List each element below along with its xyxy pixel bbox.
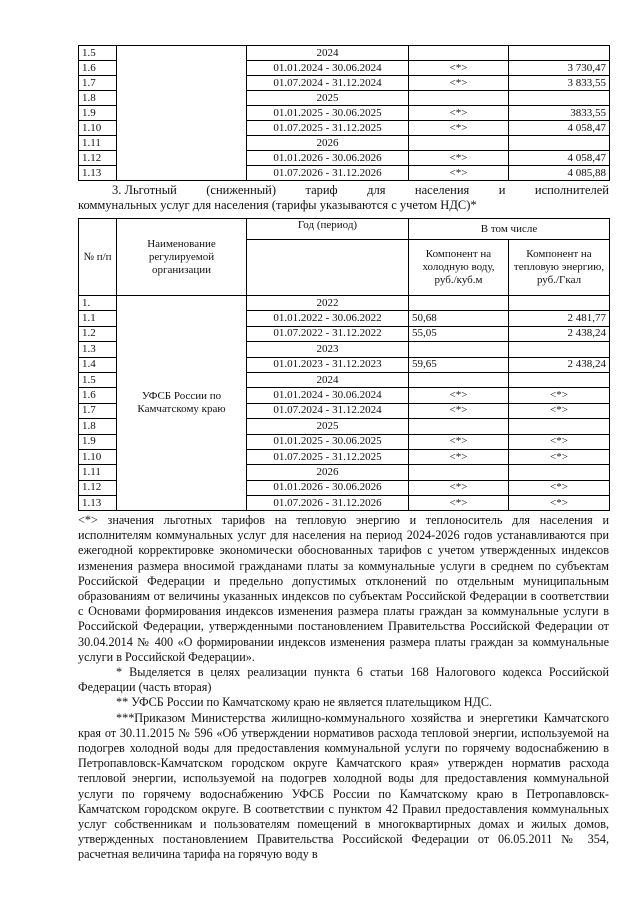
tariff-table-continued bbox=[78, 45, 610, 181]
row-number: 1.3 bbox=[79, 342, 117, 357]
cold-water-value bbox=[409, 465, 509, 480]
row-number: 1.4 bbox=[79, 357, 117, 372]
heading-word: 3. Льготный bbox=[112, 183, 177, 197]
year-cell: 2023 bbox=[247, 342, 409, 357]
mark-cell: <*> bbox=[409, 76, 509, 91]
heat-energy-value: <*> bbox=[509, 403, 610, 418]
heat-energy-value bbox=[509, 296, 610, 311]
cold-water-value: <*> bbox=[409, 403, 509, 418]
period-cell: 01.01.2026 - 30.06.2026 bbox=[247, 151, 409, 166]
heat-energy-value: 2 481,77 bbox=[509, 311, 610, 326]
row-number: 1.12 bbox=[79, 151, 117, 166]
row-number: 1.10 bbox=[79, 449, 117, 464]
cold-water-value: <*> bbox=[409, 449, 509, 464]
tariff-value: 4 058,47 bbox=[509, 151, 610, 166]
heat-energy-value: <*> bbox=[509, 496, 610, 511]
year-cell: 2025 bbox=[247, 91, 409, 106]
period-cell: 01.07.2026 - 31.12.2026 bbox=[247, 496, 409, 511]
cold-water-value bbox=[409, 296, 509, 311]
heading-word: исполнителей bbox=[534, 183, 609, 197]
mark-cell: <*> bbox=[409, 151, 509, 166]
cold-water-value bbox=[409, 419, 509, 434]
row-number: 1.5 bbox=[79, 46, 117, 61]
header-heat-energy: Компонент на тепловую энергию, руб./Гкал bbox=[509, 240, 610, 296]
header-cold-water: Компонент на холодную воду, руб./куб.м bbox=[409, 240, 509, 296]
heat-energy-value: 2 438,24 bbox=[509, 357, 610, 372]
row-number: 1.6 bbox=[79, 61, 117, 76]
header-including: В том числе bbox=[409, 219, 610, 240]
row-number: 1.1 bbox=[79, 311, 117, 326]
heat-energy-value: <*> bbox=[509, 434, 610, 449]
heat-energy-value: <*> bbox=[509, 449, 610, 464]
footnote-star: * Выделяется в целях реализации пункта 6 статьи 168 Налогового кодекса Российской Федерации (часть вторая) bbox=[78, 665, 609, 695]
year-cell: 2024 bbox=[247, 46, 409, 61]
row-number: 1.11 bbox=[79, 465, 117, 480]
heat-energy-value: <*> bbox=[509, 388, 610, 403]
row-number: 1.13 bbox=[79, 166, 117, 181]
heat-energy-value: 2 438,24 bbox=[509, 326, 610, 341]
mark-cell bbox=[409, 46, 509, 61]
header-period: Год (период) bbox=[247, 219, 409, 240]
mark-cell bbox=[409, 136, 509, 151]
row-number: 1.9 bbox=[79, 106, 117, 121]
tariff-value bbox=[509, 91, 610, 106]
period-cell: 01.01.2026 - 30.06.2026 bbox=[247, 480, 409, 495]
preferential-tariff-table bbox=[78, 218, 610, 511]
period-cell: 01.01.2022 - 30.06.2022 bbox=[247, 311, 409, 326]
period-cell: 01.07.2022 - 31.12.2022 bbox=[247, 326, 409, 341]
section-3-heading bbox=[78, 183, 609, 213]
period-cell: 01.07.2024 - 31.12.2024 bbox=[247, 76, 409, 91]
row-number: 1.6 bbox=[79, 388, 117, 403]
period-cell: 01.01.2024 - 30.06.2024 bbox=[247, 388, 409, 403]
period-cell: 01.07.2025 - 31.12.2025 bbox=[247, 121, 409, 136]
row-number: 1.10 bbox=[79, 121, 117, 136]
cold-water-value: <*> bbox=[409, 496, 509, 511]
row-number: 1.9 bbox=[79, 434, 117, 449]
row-number: 1.2 bbox=[79, 326, 117, 341]
cold-water-value: <*> bbox=[409, 480, 509, 495]
tariff-value bbox=[509, 46, 610, 61]
year-cell: 2025 bbox=[247, 419, 409, 434]
header-org: Наименование регулируемой организации bbox=[117, 219, 247, 296]
mark-cell bbox=[409, 91, 509, 106]
year-cell: 2026 bbox=[247, 465, 409, 480]
heat-energy-value bbox=[509, 419, 610, 434]
table-row bbox=[79, 296, 610, 311]
heat-energy-value bbox=[509, 465, 610, 480]
period-cell: 01.07.2025 - 31.12.2025 bbox=[247, 449, 409, 464]
mark-cell: <*> bbox=[409, 106, 509, 121]
tariff-value: 4 085,88 bbox=[509, 166, 610, 181]
period-cell: 01.07.2024 - 31.12.2024 bbox=[247, 403, 409, 418]
footnote-angle-star: <*> значения льготных тарифов на тепловую энергию и теплоноситель для населения и исполнителям коммунальных услуг для населения на период 2024-2026 годов устанавливаются при ежегодной корректировке экономически обоснованных тарифов с учетом утвержденных индексов изменения размера вносимой гражданами платы за коммунальные услуги в среднем по субъектам Российской Федерации и предельно допустимых отклонений по отдельным муниципальным образованиям от величины указанных индексов по субъектам Российской Федерации в соответствии с Основами формирования индексов изменения размера платы граждан за коммунальные услуги в Российской Федерации, утвержденными постановлением Правительства Российской Федерации от 30.04.2014 № 400 «О формировании индексов изменения размера платы граждан за коммунальные услуги в Российской Федерации». bbox=[78, 513, 609, 664]
period-cell: 01.07.2026 - 31.12.2026 bbox=[247, 166, 409, 181]
heading-word: (сниженный) bbox=[206, 183, 277, 197]
row-number: 1.8 bbox=[79, 91, 117, 106]
row-number: 1.13 bbox=[79, 496, 117, 511]
org-cell bbox=[117, 46, 247, 181]
footnote-triple-star: ***Приказом Министерства жилищно-коммунального хозяйства и энергетики Камчатского края от 30.11.2015 № 596 «Об утверждении нормативов расхода тепловой энергии, используемой на подогрев холодной воды для предоставления коммунальной услуги по горячему водоснабжению в Петропавловск-Камчатском городском округе Камчатского края» утвержден норматив расхода тепловой энергии, используемой на подогрев холодной воды для предоставления коммунальной услуги по горячему водоснабжению УФСБ России по Камчатскому краю в Петропавловск-Камчатском городском округе. В соответствии с пунктом 42 Правил предоставления коммунальных услуг собственникам и пользователям помещений в многоквартирных домах и жилых домов, утвержденных постановлением Правительства Российской Федерации от 06.05.2011 № 354, расчетная величина тарифа на горячую воду в bbox=[78, 710, 609, 862]
footnotes bbox=[78, 513, 609, 863]
row-number: 1.11 bbox=[79, 136, 117, 151]
row-number: 1.7 bbox=[79, 76, 117, 91]
period-cell: 01.01.2025 - 30.06.2025 bbox=[247, 434, 409, 449]
cold-water-value: <*> bbox=[409, 388, 509, 403]
mark-cell: <*> bbox=[409, 61, 509, 76]
mark-cell: <*> bbox=[409, 166, 509, 181]
heat-energy-value: <*> bbox=[509, 480, 610, 495]
year-cell: 2026 bbox=[247, 136, 409, 151]
cold-water-value: 50,68 bbox=[409, 311, 509, 326]
tariff-value: 3833,55 bbox=[509, 106, 610, 121]
period-cell: 01.01.2023 - 31.12.2023 bbox=[247, 357, 409, 372]
cold-water-value: 59,65 bbox=[409, 357, 509, 372]
heading-word: для bbox=[367, 183, 386, 197]
heading-word: и bbox=[498, 183, 506, 197]
header-period-blank bbox=[247, 240, 409, 296]
tariff-value: 4 058,47 bbox=[509, 121, 610, 136]
mark-cell: <*> bbox=[409, 121, 509, 136]
year-cell: 2022 bbox=[247, 296, 409, 311]
cold-water-value bbox=[409, 372, 509, 387]
heat-energy-value bbox=[509, 372, 610, 387]
row-number: 1.12 bbox=[79, 480, 117, 495]
heat-energy-value bbox=[509, 342, 610, 357]
tariff-value: 3 833,55 bbox=[509, 76, 610, 91]
year-cell: 2024 bbox=[247, 372, 409, 387]
period-cell: 01.01.2024 - 30.06.2024 bbox=[247, 61, 409, 76]
table-row bbox=[79, 46, 610, 61]
row-number: 1.5 bbox=[79, 372, 117, 387]
row-number: 1. bbox=[79, 296, 117, 311]
heading-word: тариф bbox=[305, 183, 338, 197]
footnote-double-star: ** УФСБ России по Камчатскому краю не является плательщиком НДС. bbox=[116, 695, 493, 710]
tariff-value bbox=[509, 136, 610, 151]
row-number: 1.7 bbox=[79, 403, 117, 418]
cold-water-value: 55,05 bbox=[409, 326, 509, 341]
tariff-value: 3 730,47 bbox=[509, 61, 610, 76]
header-num: № п/п bbox=[79, 219, 117, 296]
heading-word: населения bbox=[414, 183, 470, 197]
cold-water-value bbox=[409, 342, 509, 357]
section-3-heading-line2: коммунальных услуг для населения (тарифы указываются с учетом НДС)* bbox=[78, 198, 477, 212]
row-number: 1.8 bbox=[79, 419, 117, 434]
org-name: УФСБ России по Камчатскому краю bbox=[117, 296, 247, 511]
cold-water-value: <*> bbox=[409, 434, 509, 449]
period-cell: 01.01.2025 - 30.06.2025 bbox=[247, 106, 409, 121]
